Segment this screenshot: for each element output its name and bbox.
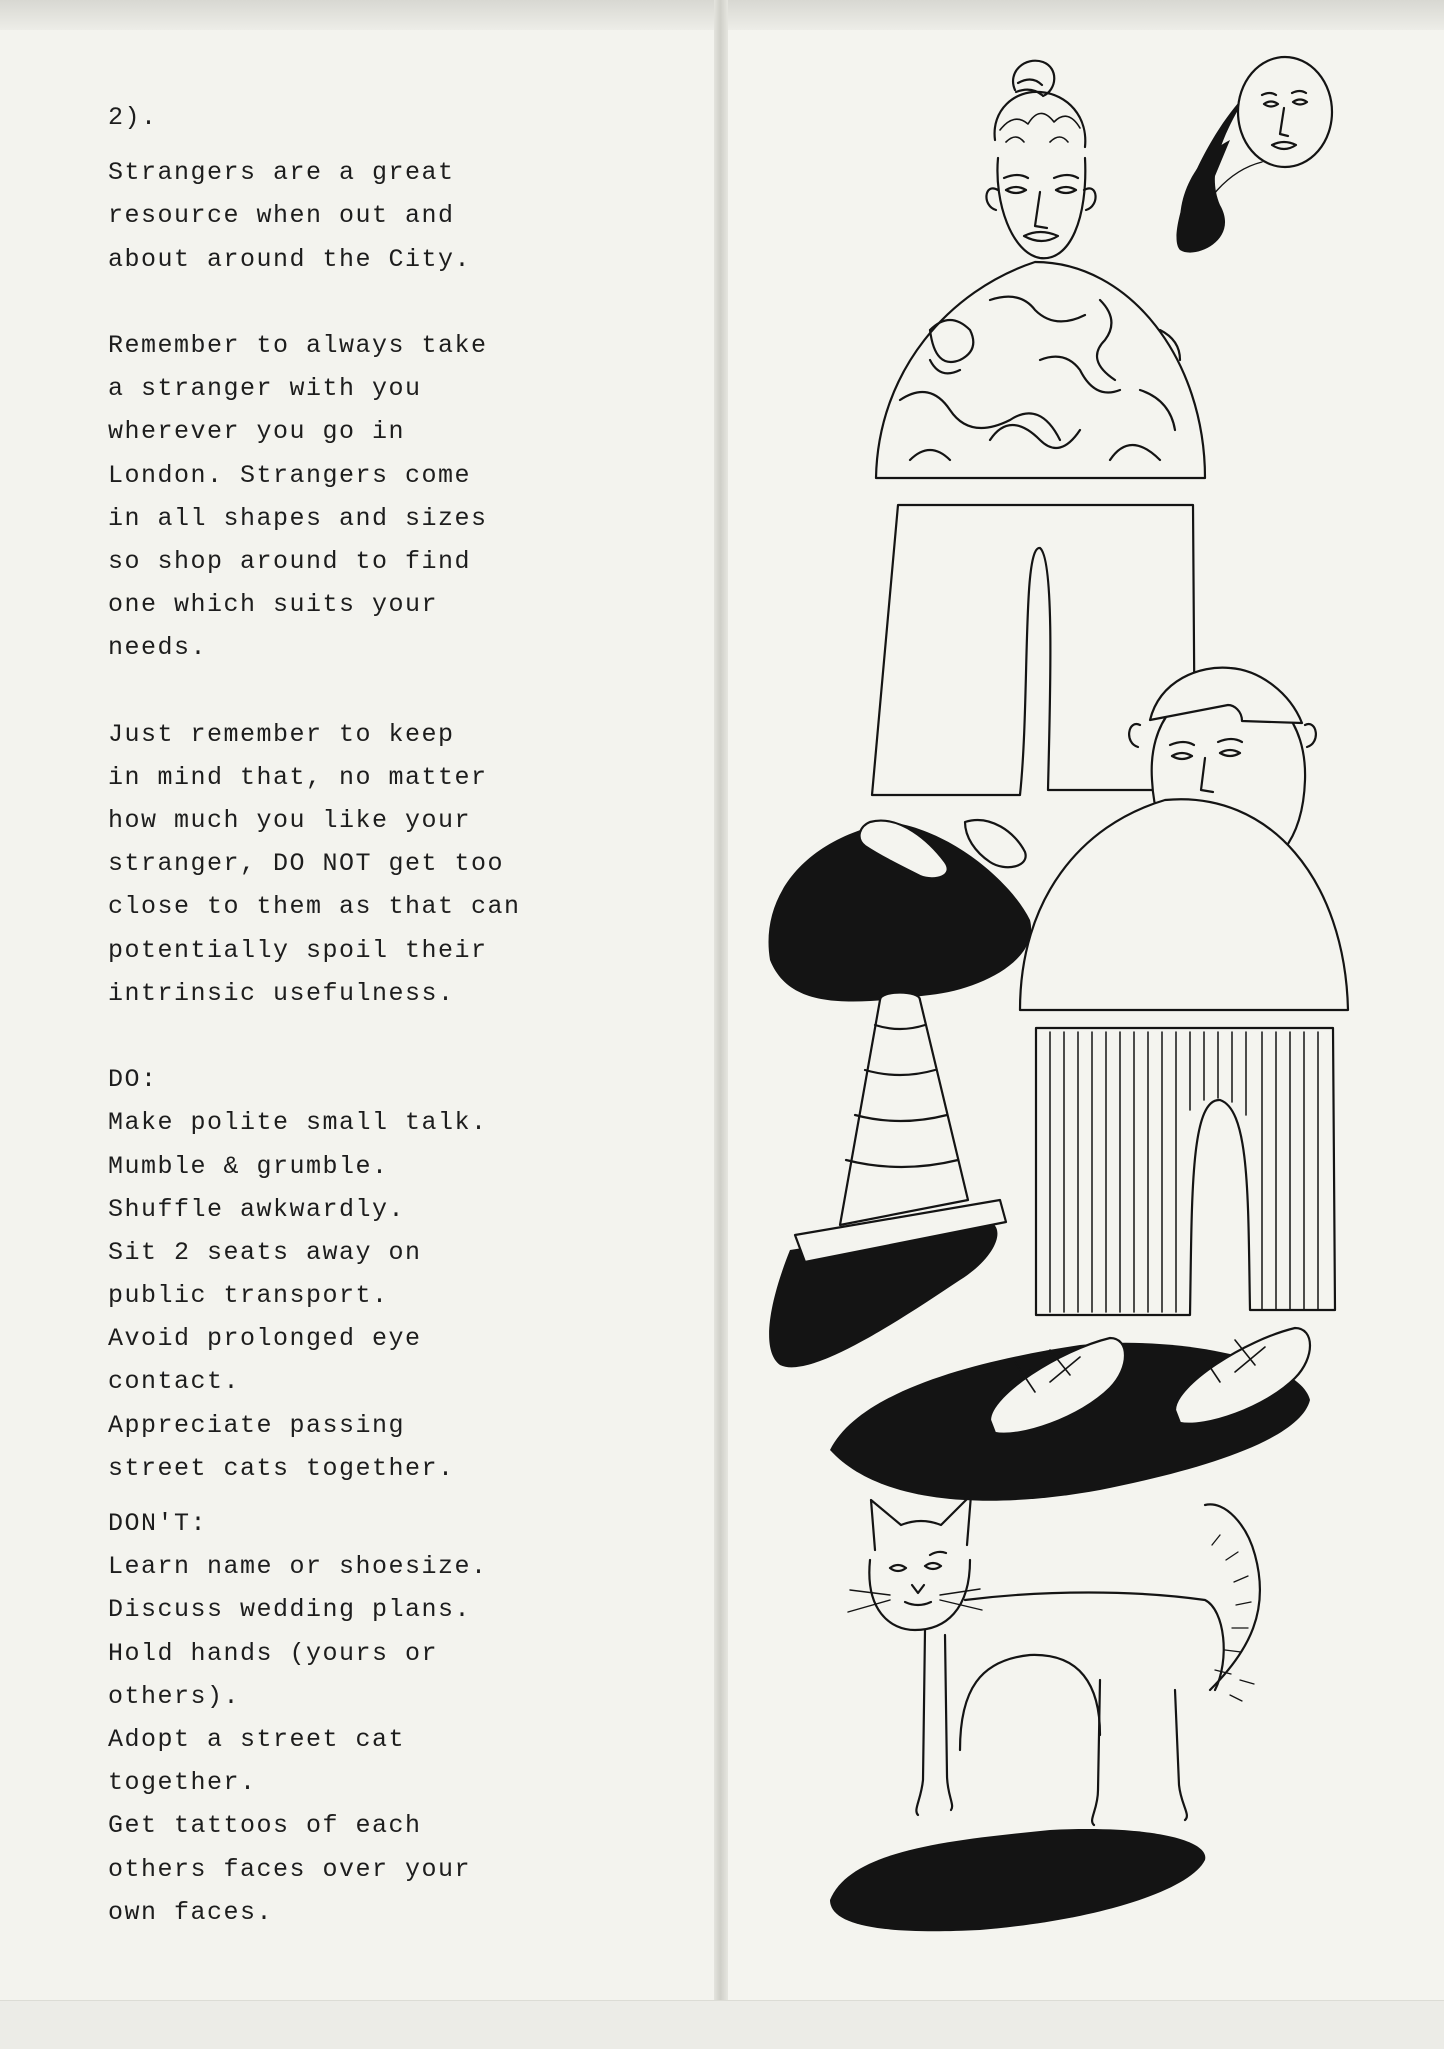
caution-line: in mind that, no matter <box>108 762 488 792</box>
advice-paragraph <box>108 324 708 670</box>
dont-heading: DON'T: <box>108 1509 208 1538</box>
dont-item: own faces. <box>108 1897 274 1927</box>
dont-item: Get tattoos of each <box>108 1811 422 1841</box>
advice-line: needs. <box>108 633 208 663</box>
dont-item: Discuss wedding plans. <box>108 1595 472 1625</box>
do-item: Appreciate passing <box>108 1410 406 1440</box>
dont-list <box>108 1502 708 1934</box>
intro-line: resource when out and <box>108 201 455 231</box>
dont-item: others faces over your <box>108 1854 472 1884</box>
intro-paragraph <box>108 151 708 281</box>
caution-paragraph <box>108 713 708 1015</box>
do-item: contact. <box>108 1367 241 1397</box>
do-item: public transport. <box>108 1281 389 1311</box>
intro-line: Strangers are a great <box>108 158 455 188</box>
do-item: Make polite small talk. <box>108 1108 488 1138</box>
caution-line: potentially spoil their <box>108 935 488 965</box>
dont-item: others). <box>108 1681 241 1711</box>
do-item: Shuffle awkwardly. <box>108 1194 406 1224</box>
moon-face-icon <box>1176 57 1332 253</box>
page-number: 2). <box>108 103 158 132</box>
dont-item: Hold hands (yours or <box>108 1638 439 1668</box>
dont-item: together. <box>108 1768 257 1798</box>
do-heading: DO: <box>108 1065 158 1095</box>
advice-line: London. Strangers come <box>108 460 472 490</box>
caution-line: intrinsic usefulness. <box>108 978 455 1008</box>
caution-line: close to them as that can <box>108 892 521 922</box>
street-cat-icon <box>830 1495 1260 1931</box>
shoes-shadow-icon <box>769 820 1032 1001</box>
dont-item: Learn name or shoesize. <box>108 1552 488 1582</box>
intro-line: about around the City. <box>108 244 472 274</box>
do-item: Mumble & grumble. <box>108 1151 389 1181</box>
do-item: street cats together. <box>108 1453 455 1483</box>
do-list <box>108 1058 708 1490</box>
bottom-fold <box>0 2000 1444 2049</box>
caution-line: stranger, DO NOT get too <box>108 849 505 879</box>
advice-line: in all shapes and sizes <box>108 503 488 533</box>
do-item: Sit 2 seats away on <box>108 1237 422 1267</box>
caution-line: Just remember to keep <box>108 719 455 749</box>
advice-line: so shop around to find <box>108 546 472 576</box>
advice-line: one which suits your <box>108 590 439 620</box>
typed-text-column <box>108 96 708 1934</box>
advice-line: Remember to always take <box>108 330 488 360</box>
caution-line: how much you like your <box>108 806 472 835</box>
do-item: Avoid prolonged eye <box>108 1324 422 1354</box>
stranger-with-topknot-icon <box>872 61 1205 795</box>
illustration <box>724 30 1444 2000</box>
sneakers-icon <box>830 1328 1310 1501</box>
traffic-cone-icon <box>769 993 1006 1368</box>
dont-item: Adopt a street cat <box>108 1724 406 1754</box>
advice-line: a stranger with you <box>108 374 422 404</box>
advice-line: wherever you go in <box>108 417 406 447</box>
